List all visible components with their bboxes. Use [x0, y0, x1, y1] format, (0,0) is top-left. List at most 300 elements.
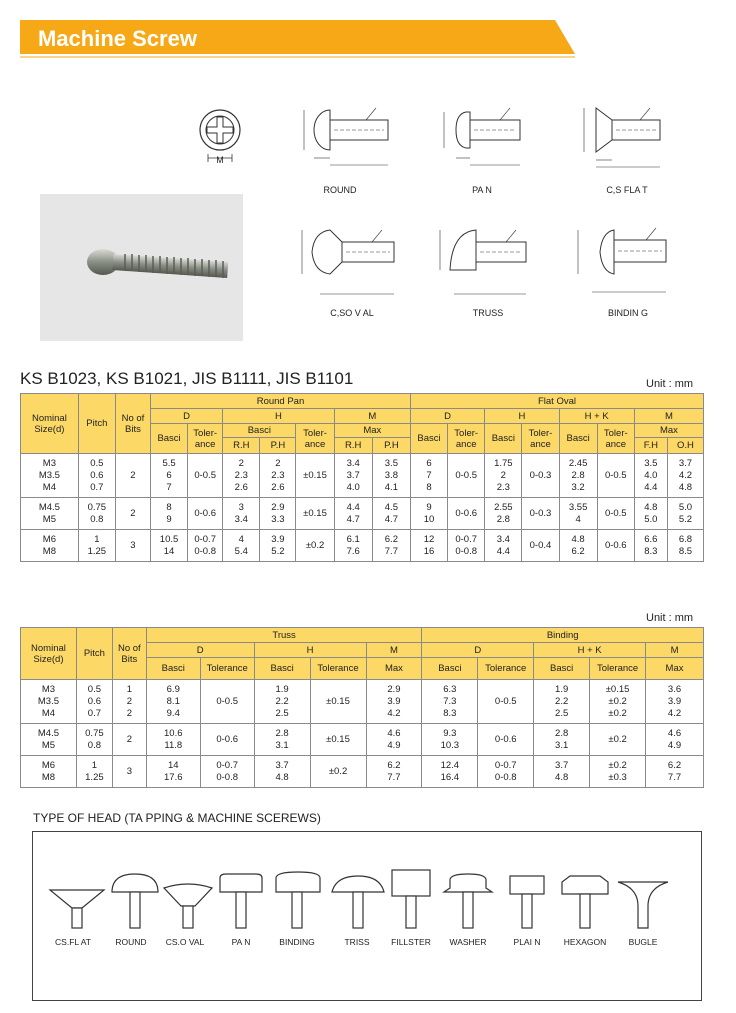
t-h-basci-header: Basci	[254, 658, 310, 680]
cell-value: M3	[42, 457, 56, 469]
cell-value: M4	[42, 481, 56, 493]
cell-value: 2.55	[494, 501, 513, 513]
cell-value: 7	[426, 469, 432, 481]
cell-value: 17.6	[164, 771, 183, 783]
pan-label: PA N	[472, 185, 492, 195]
cell-fo-hk	[559, 530, 597, 562]
truss-binding-table	[20, 627, 704, 788]
cell-fo-htol	[522, 498, 559, 530]
truss-head-diagram	[430, 222, 545, 304]
cell-value: ±0.2	[608, 695, 627, 707]
cell-value: 2.3	[496, 481, 510, 493]
cell-b-dtol	[478, 756, 534, 788]
cell-value: 2.8	[275, 727, 289, 739]
cell-value: ±0.15	[326, 733, 350, 745]
cell-value: 0-0.3	[529, 469, 552, 481]
cell-value: 2	[126, 707, 132, 719]
cell-value: 3	[130, 539, 136, 551]
cell-value: 6.2	[571, 545, 585, 557]
head-fillster-label: FILLSTER	[391, 937, 431, 947]
cell-value: 4.5	[384, 501, 398, 513]
cell-value: M5	[42, 513, 56, 525]
cell-t-d	[146, 680, 200, 724]
cell-fo-hk	[559, 454, 597, 498]
cell-value: 0-0.5	[455, 469, 477, 481]
head-binding-label: BINDING	[279, 937, 315, 947]
cell-value: 2.3	[271, 469, 285, 481]
fo-h-basci-header: Basci	[485, 424, 522, 454]
cell-value: 5.5	[162, 457, 176, 469]
table-row	[21, 756, 704, 788]
cell-value: 3.6	[667, 683, 682, 695]
cell-value: 1.25	[87, 545, 107, 557]
cell-size	[21, 680, 77, 724]
cell-value: 6	[166, 469, 172, 481]
cell-value: 3.7	[555, 759, 569, 771]
cell-t-dtol	[200, 680, 254, 724]
cell-value: 4.8	[571, 533, 585, 545]
head-cs-flat-label: CS.FL AT	[55, 937, 91, 947]
cell-value: 0-0.8	[194, 545, 216, 557]
cell-value: 4.8	[275, 771, 289, 783]
cell-value: M3.5	[38, 469, 60, 481]
b-hk-tol-header: Tolerance	[590, 658, 646, 680]
cell-value: 0-0.7	[494, 759, 517, 771]
b-d-basci-header: Basci	[422, 658, 478, 680]
cell-value: 3.8	[384, 469, 398, 481]
cell-fo-hk	[559, 498, 597, 530]
head-cs-oval-label: CS.O VAL	[165, 937, 205, 947]
cell-value: 0.8	[87, 739, 101, 751]
cell-rp-hrh	[223, 498, 260, 530]
cell-value: 2	[500, 469, 506, 481]
cell-value: 9	[426, 501, 432, 513]
cell-value: M4	[41, 707, 56, 719]
cell-b-dtol	[478, 724, 534, 756]
cell-value: 4.7	[346, 513, 360, 525]
cell-fo-moh	[667, 454, 703, 498]
cell-rp-htol	[296, 530, 334, 562]
cell-value: ±0.15	[303, 507, 327, 519]
rp-m-ph-header: P.H	[372, 438, 410, 454]
cell-value: M4.5	[38, 501, 60, 513]
cell-fo-mfh	[634, 530, 667, 562]
cell-value: 3.9	[387, 695, 401, 707]
cell-value: 2.8	[555, 727, 569, 739]
cell-bits	[112, 680, 146, 724]
cell-value: 4.2	[387, 707, 401, 719]
cell-pitch	[76, 680, 112, 724]
cell-rp-htol	[296, 454, 334, 498]
cell-fo-htol	[522, 530, 559, 562]
cell-value: 6.2	[667, 759, 682, 771]
cell-value: 4.7	[384, 513, 398, 525]
cell-value: ±0.2	[328, 765, 348, 777]
cell-value: 0-0.3	[529, 507, 552, 519]
unit-label-1: Unit : mm	[646, 378, 694, 390]
fo-m-max-header: Max	[634, 424, 703, 438]
cell-value: 16.4	[440, 771, 460, 783]
cell-bits	[115, 530, 150, 562]
fo-h-header: H	[485, 409, 559, 424]
cell-size	[21, 454, 79, 498]
cell-value: 4.8	[644, 501, 658, 513]
cell-value: 6.2	[387, 759, 401, 771]
cell-value: 0-0.5	[494, 695, 517, 707]
cell-rp-dtol	[188, 454, 223, 498]
rp-d-header: D	[150, 409, 222, 424]
cell-rp-hph	[260, 498, 296, 530]
rp-m-rh-header: R.H	[334, 438, 372, 454]
head-types-title: TYPE OF HEAD (TA PPING & MACHINE SCEREWS)	[33, 811, 321, 825]
cell-value: 10	[423, 513, 435, 525]
cell-value: 4.0	[346, 481, 360, 493]
cell-value: 7	[166, 481, 172, 493]
cell-value: 0-0.4	[529, 539, 552, 551]
cell-value: ±0.2	[305, 539, 325, 551]
b-d-tol-header: Tolerance	[478, 658, 534, 680]
cell-value: M4.5	[37, 727, 60, 739]
cell-value: 5.2	[678, 513, 693, 525]
cell-rp-d	[150, 530, 187, 562]
cell-pitch	[78, 530, 115, 562]
cell-fo-dtol	[448, 454, 485, 498]
binding-header: Binding	[422, 628, 704, 643]
cell-value: 1	[126, 683, 132, 695]
cell-b-m	[646, 756, 704, 788]
cell-value: 11.8	[164, 739, 183, 751]
cell-b-dtol	[478, 680, 534, 724]
cell-value: 3.7	[275, 759, 289, 771]
cell-rp-mrh	[334, 530, 372, 562]
cell-value: 3	[126, 765, 132, 777]
cell-value: 3.55	[568, 501, 588, 513]
cell-value: ±0.3	[608, 771, 627, 783]
bits-header: No of Bits	[115, 394, 150, 454]
cell-value: 1.9	[555, 683, 569, 695]
cell-value: 4.2	[667, 707, 682, 719]
cell-fo-moh	[667, 530, 703, 562]
cell-fo-h	[485, 530, 522, 562]
binding-head-diagram	[570, 222, 685, 304]
fo-hk-toler-header: Toler-ance	[597, 424, 634, 454]
cell-value: M8	[41, 771, 56, 783]
t-m-header: M	[366, 643, 422, 658]
cell-pitch	[76, 724, 112, 756]
cell-value: 0-0.6	[216, 733, 238, 745]
fo-hk-header: H + K	[559, 409, 634, 424]
cell-value: 0-0.6	[455, 507, 477, 519]
cell-value: 6	[426, 457, 432, 469]
truss-header: Truss	[146, 628, 422, 643]
round-pan-header: Round Pan	[150, 394, 410, 409]
cell-value: 4.4	[496, 545, 510, 557]
cell-value: 7.7	[384, 545, 398, 557]
cell-b-hk	[534, 724, 590, 756]
fo-h-toler-header: Toler-ance	[522, 424, 559, 454]
cell-fo-h	[485, 498, 522, 530]
cell-value: 4.2	[678, 469, 693, 481]
cell-value: 1.25	[85, 771, 104, 783]
cell-t-h	[254, 756, 310, 788]
cell-value: 2.2	[275, 695, 289, 707]
cell-value: 4.1	[384, 481, 398, 493]
head-round-label: ROUND	[115, 937, 147, 947]
t-h-tol-header: Tolerance	[310, 658, 366, 680]
cell-value: 4.6	[387, 727, 401, 739]
cell-value: ±0.2	[608, 733, 627, 745]
cell-value: 3.1	[275, 739, 289, 751]
cell-rp-mph	[372, 530, 410, 562]
cell-value: 10.3	[440, 739, 460, 751]
cell-value: 8	[166, 501, 172, 513]
cell-value: 0-0.6	[494, 733, 517, 745]
cell-fo-h	[485, 454, 522, 498]
cell-value: 3.4	[496, 533, 510, 545]
t-d-header: D	[146, 643, 254, 658]
cell-value: 6.8	[678, 533, 693, 545]
cell-fo-hktol	[597, 454, 634, 498]
cell-b-hk	[534, 680, 590, 724]
cell-value: 3.1	[555, 739, 569, 751]
cell-rp-dtol	[188, 498, 223, 530]
cell-t-d	[146, 724, 200, 756]
cell-value: 2.8	[496, 513, 510, 525]
cell-rp-hph	[260, 530, 296, 562]
cell-value: 5.4	[234, 545, 248, 557]
head-types-illustration	[40, 862, 690, 934]
cell-value: 4.4	[346, 501, 360, 513]
cell-value: 4.4	[644, 481, 658, 493]
cell-rp-hrh	[223, 454, 260, 498]
cell-value: 4.9	[387, 739, 401, 751]
cell-value: 0-0.6	[194, 507, 216, 519]
cell-t-h	[254, 724, 310, 756]
cell-value: 0-0.7	[216, 759, 238, 771]
cell-value: 3.3	[271, 513, 285, 525]
cell-value: 2.45	[568, 457, 588, 469]
cell-b-hktol	[590, 756, 646, 788]
cell-t-htol	[310, 756, 366, 788]
cell-t-h	[254, 680, 310, 724]
cell-bits	[115, 498, 150, 530]
cell-pitch	[76, 756, 112, 788]
cell-t-d	[146, 756, 200, 788]
rp-h-header: H	[223, 409, 334, 424]
cell-value: ±0.2	[608, 707, 627, 719]
cell-value: 4.6	[667, 727, 682, 739]
cell-fo-hktol	[597, 530, 634, 562]
head-triss-label: TRISS	[344, 937, 370, 947]
cell-value: 0.6	[90, 469, 104, 481]
t-h-header: H	[254, 643, 366, 658]
cell-value: 2.5	[275, 707, 289, 719]
cell-value: 2.9	[387, 683, 401, 695]
cell-value: 10.5	[159, 533, 179, 545]
cell-b-d	[422, 724, 478, 756]
round-head-diagram	[290, 100, 400, 180]
cell-value: 0-0.5	[194, 469, 216, 481]
cell-value: 2.9	[271, 501, 285, 513]
cell-value: 7.7	[387, 771, 401, 783]
cell-rp-mrh	[334, 498, 372, 530]
cs-oval-label: C,SO V AL	[330, 308, 374, 318]
cell-value: 7.3	[443, 695, 457, 707]
cell-value: 3.7	[678, 457, 693, 469]
cell-value: 3.5	[644, 457, 658, 469]
t-m-max-header: Max	[366, 658, 422, 680]
cell-rp-mph	[372, 454, 410, 498]
screw-photo	[40, 194, 243, 341]
fo-m-fh-header: F.H	[634, 438, 667, 454]
cell-value: 8.5	[678, 545, 693, 557]
cell-bits	[112, 724, 146, 756]
cell-fo-htol	[522, 454, 559, 498]
nominal-size-header-2: Nominal Size(d)	[21, 628, 77, 680]
cell-value: 0.7	[90, 481, 104, 493]
cell-value: ±0.15	[326, 695, 350, 707]
head-pan-label: PA N	[231, 937, 251, 947]
cell-value: 2	[130, 507, 136, 519]
cell-fo-hktol	[597, 498, 634, 530]
cell-b-hktol	[590, 680, 646, 724]
cell-value: 2	[130, 469, 136, 481]
head-plain-label: PLAI N	[513, 937, 541, 947]
cell-pitch	[78, 454, 115, 498]
cell-value: 6.3	[443, 683, 457, 695]
dim-m-label: M	[216, 155, 224, 165]
cell-value: 0-0.8	[216, 771, 238, 783]
round-label: ROUND	[323, 185, 357, 195]
truss-label: TRUSS	[472, 308, 504, 318]
cs-flat-label: C,S FLA T	[606, 185, 648, 195]
cell-value: 3.4	[234, 513, 248, 525]
flat-oval-header: Flat Oval	[410, 394, 703, 409]
cell-value: M6	[42, 533, 56, 545]
cell-bits	[115, 454, 150, 498]
cell-value: 8	[426, 481, 432, 493]
cell-value: 0.5	[87, 683, 101, 695]
cell-value: 1.75	[494, 457, 513, 469]
cell-value: 3	[238, 501, 244, 513]
cell-value: 4	[238, 533, 244, 545]
cell-fo-mfh	[634, 498, 667, 530]
cell-value: 1	[94, 533, 100, 545]
fo-d-toler-header: Toler-ance	[448, 424, 485, 454]
cell-rp-d	[150, 454, 187, 498]
cell-rp-hph	[260, 454, 296, 498]
table-row	[21, 454, 704, 498]
cell-value: 8.3	[644, 545, 658, 557]
b-m-max-header: Max	[646, 658, 704, 680]
cell-value: 0-0.6	[604, 539, 627, 551]
b-hk-header: H + K	[534, 643, 646, 658]
cell-value: 4.9	[667, 739, 682, 751]
cell-size	[21, 498, 79, 530]
cell-value: 2	[126, 695, 132, 707]
cell-value: 2.6	[271, 481, 285, 493]
cell-value: 3.9	[667, 695, 682, 707]
fo-d-header: D	[410, 409, 484, 424]
cell-value: 7.7	[667, 771, 682, 783]
rp-h-ph-header: P.H	[260, 438, 296, 454]
unit-label-2: Unit : mm	[646, 612, 694, 624]
cell-t-dtol	[200, 724, 254, 756]
cell-value: 16	[423, 545, 435, 557]
cell-pitch	[78, 498, 115, 530]
cell-value: 0-0.7	[194, 533, 216, 545]
cell-value: 5.2	[271, 545, 285, 557]
cell-value: 8.3	[443, 707, 457, 719]
rp-m-header: M	[334, 409, 410, 424]
cell-value: 0-0.8	[494, 771, 517, 783]
cell-t-m	[366, 680, 422, 724]
cell-value: 2	[275, 457, 281, 469]
b-d-header: D	[422, 643, 534, 658]
cell-size	[21, 530, 79, 562]
cell-t-htol	[310, 724, 366, 756]
cell-value: 9	[166, 513, 172, 525]
cell-b-hk	[534, 756, 590, 788]
fo-hk-basci-header: Basci	[559, 424, 597, 454]
cell-value: 4.8	[555, 771, 569, 783]
cell-value: 9.4	[166, 707, 180, 719]
b-hk-basci-header: Basci	[534, 658, 590, 680]
cell-b-m	[646, 724, 704, 756]
cell-value: ±0.15	[605, 683, 630, 695]
rp-h-basci-header: Basci	[223, 424, 296, 438]
cell-rp-mrh	[334, 454, 372, 498]
cell-value: 0.7	[87, 707, 101, 719]
cell-value: 2.2	[555, 695, 569, 707]
cell-rp-dtol	[188, 530, 223, 562]
head-washer-label: WASHER	[449, 937, 487, 947]
cell-value: 1.9	[275, 683, 289, 695]
cs-flat-head-diagram	[570, 100, 680, 180]
cell-value: 12	[423, 533, 435, 545]
cell-value: 2.5	[555, 707, 569, 719]
cell-rp-mph	[372, 498, 410, 530]
cell-size	[21, 724, 77, 756]
cell-fo-d	[410, 454, 447, 498]
cell-fo-dtol	[448, 498, 485, 530]
cell-value: 6.2	[384, 533, 398, 545]
cell-b-hktol	[590, 724, 646, 756]
cell-value: 2.8	[571, 469, 585, 481]
cell-value: 3.9	[271, 533, 285, 545]
cell-b-d	[422, 756, 478, 788]
cell-value: 6.6	[644, 533, 658, 545]
cell-value: 10.6	[164, 727, 183, 739]
cell-value: 6.1	[346, 533, 360, 545]
cell-t-m	[366, 756, 422, 788]
cell-t-m	[366, 724, 422, 756]
rp-h-toler-header: Toler-ance	[296, 424, 334, 454]
cell-value: M8	[42, 545, 56, 557]
rp-d-basci-header: Basci	[150, 424, 187, 454]
cell-value: 7.6	[346, 545, 360, 557]
cell-value: 0.8	[90, 513, 104, 525]
cell-fo-moh	[667, 498, 703, 530]
t-d-tol-header: Tolerance	[200, 658, 254, 680]
cell-value: 0.5	[90, 457, 104, 469]
fo-m-oh-header: O.H	[667, 438, 703, 454]
cell-value: M5	[41, 739, 56, 751]
cell-value: 8.1	[166, 695, 180, 707]
cell-value: ±0.2	[608, 759, 627, 771]
t-d-basci-header: Basci	[146, 658, 200, 680]
cs-oval-head-diagram	[290, 222, 405, 304]
